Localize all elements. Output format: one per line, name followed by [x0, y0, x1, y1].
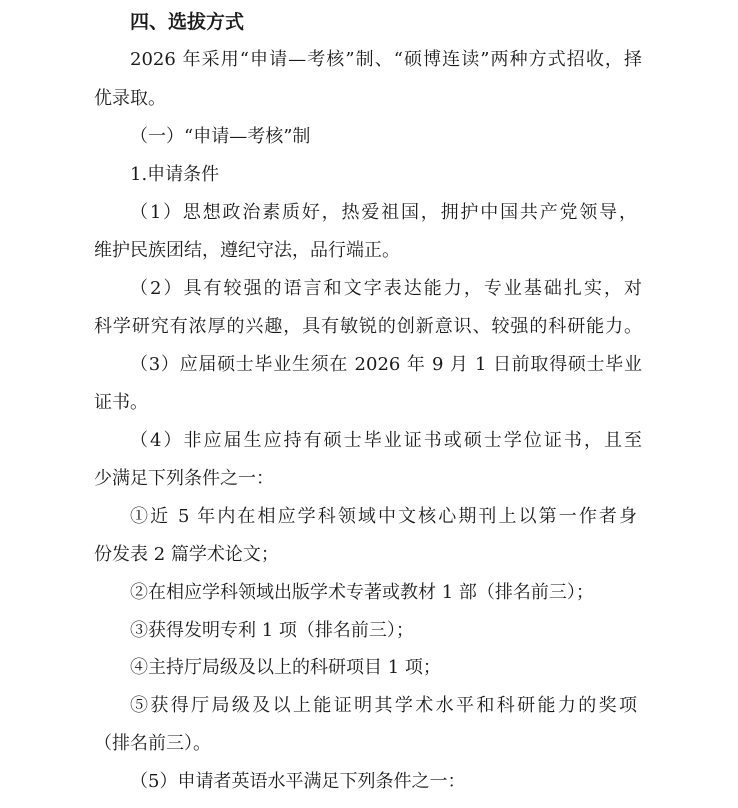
subcondition-4: ④主持厅局级及以上的科研项目 1 项；: [130, 657, 441, 678]
condition-1-line-1: （1）思想政治素质好，热爱祖国，拥护中国共产党领导，: [130, 202, 637, 223]
subcondition-3: ③获得发明专利 1 项（排名前三）；: [130, 620, 414, 641]
subcondition-5-line-2: （排名前三）。: [94, 733, 211, 754]
condition-1-line-2: 维护民族团结，遵纪守法，品行端正。: [94, 240, 400, 261]
item-heading: 1.申请条件: [130, 164, 220, 185]
condition-2-line-1: （2）具有较强的语言和文字表达能力，专业基础扎实，对: [130, 278, 642, 299]
condition-3-line-2: 证书。: [94, 392, 148, 413]
intro-line-2: 优录取。: [94, 88, 166, 109]
subcondition-2: ②在相应学科领域出版学术专著或教材 1 部（排名前三）；: [130, 582, 594, 603]
section-heading: 四、选拔方式: [130, 11, 245, 33]
condition-2-line-2: 科学研究有浓厚的兴趣，具有敏锐的创新意识、较强的科研能力。: [94, 316, 642, 337]
subcondition-5-line-1: ⑤获得厅局级及以上能证明其学术水平和科研能力的奖项: [130, 695, 637, 716]
subcondition-1-line-2: 份发表 2 篇学术论文；: [94, 544, 279, 565]
condition-3-line-1: （3）应届硕士毕业生须在 2026 年 9 月 1 日前取得硕士毕业: [130, 354, 642, 375]
subsection-heading: （一）“申请—考核”制: [130, 126, 311, 147]
condition-5: （5）申请者英语水平满足下列条件之一：: [130, 771, 466, 792]
condition-4-line-1: （4）非应届生应持有硕士毕业证书或硕士学位证书，且至: [130, 430, 642, 451]
intro-line-1: 2026 年采用“申请—考核”制、“硕博连读”两种方式招收，择: [130, 49, 642, 70]
subcondition-1-line-1: ①近 5 年内在相应学科领域中文核心期刊上以第一作者身: [130, 506, 637, 527]
condition-4-line-2: 少满足下列条件之一：: [94, 468, 274, 489]
